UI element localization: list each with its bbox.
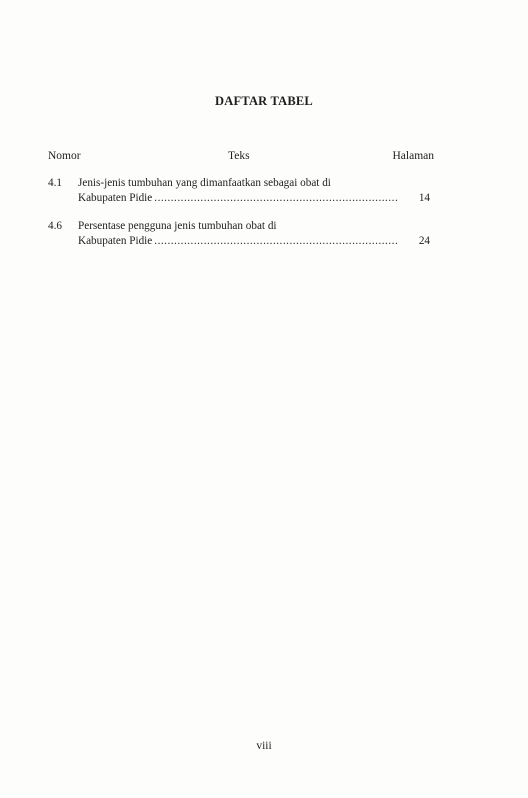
entry-title-line2: Kabupaten Pidie <box>78 192 153 204</box>
dot-leader <box>154 191 398 206</box>
dot-leader <box>154 234 398 249</box>
entry-page-number: 24 <box>418 235 430 247</box>
entry-number: 4.6 <box>48 220 62 232</box>
entry-title-line2-row <box>78 234 398 249</box>
page-title: DAFTAR TABEL <box>215 94 313 108</box>
entry-title-line2-row <box>78 191 398 206</box>
column-header-halaman: Halaman <box>392 150 434 162</box>
page-folio: viii <box>256 740 272 752</box>
column-header-nomor: Nomor <box>48 150 81 162</box>
entry-title-line1: Jenis-jenis tumbuhan yang dimanfaatkan sebagai obat di <box>78 177 331 189</box>
entry-title-line2: Kabupaten Pidie <box>78 235 153 247</box>
entry-number: 4.1 <box>48 177 62 189</box>
entry-title-line1: Persentase pengguna jenis tumbuhan obat di <box>78 220 277 232</box>
entry-page-number: 14 <box>418 192 430 204</box>
column-header-teks: Teks <box>228 150 250 162</box>
